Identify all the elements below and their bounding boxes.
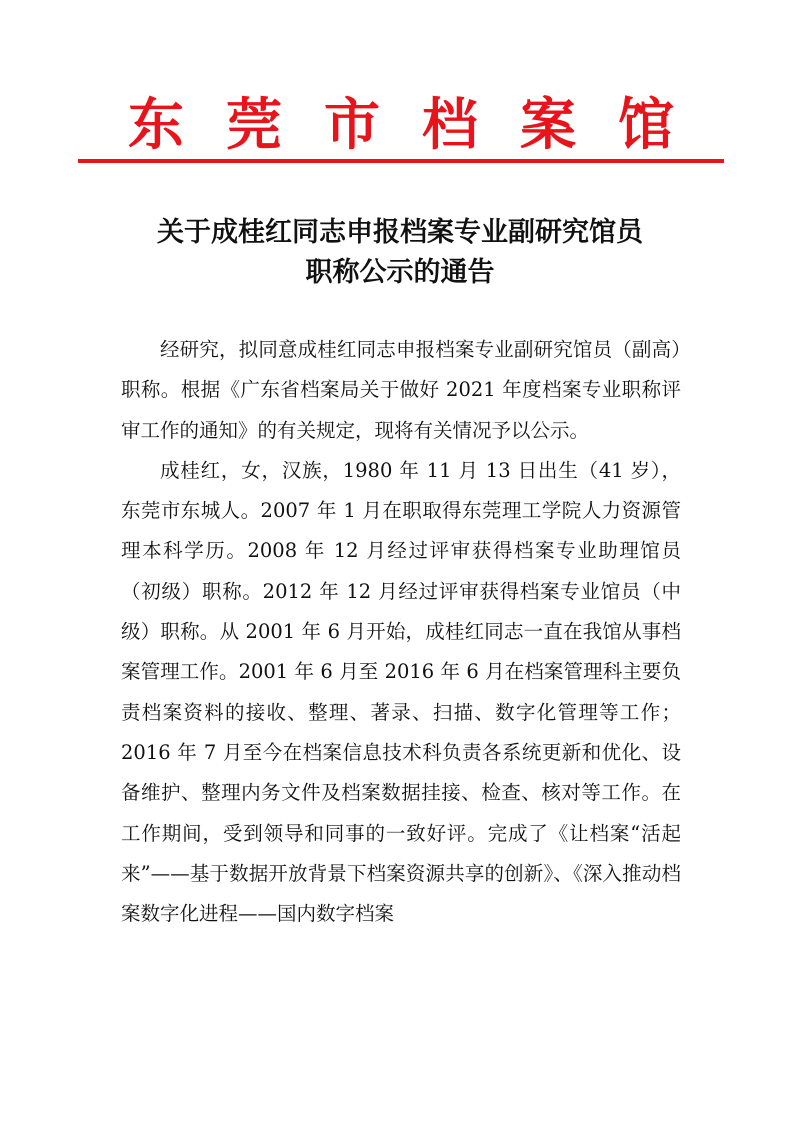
notice-title-line-1: 关于成桂红同志申报档案专业副研究馆员 [157, 217, 643, 248]
notice-title-line-2: 职称公示的通告 [305, 257, 495, 288]
letterhead-char: 市 [324, 92, 380, 158]
letterhead-char: 莞 [226, 92, 282, 158]
notice-body [121, 330, 681, 934]
letterhead-red-rule [78, 159, 724, 163]
body-paragraph-1: 经研究，拟同意成桂红同志申报档案专业副研究馆员（副高）职称。根据《广东省档案局关于做好 2021 年度档案专业职称评审工作的通知》的有关规定，现将有关情况予以公示。 [121, 338, 681, 442]
letterhead-title [78, 92, 724, 158]
letterhead-char: 案 [520, 92, 576, 158]
body-paragraph-2: 成桂红，女，汉族，1980 年 11 月 13 日出生（41 岁），东莞市东城人。2007 年 1 月在职取得东莞理工学院人力资源管理本科学历。2008 年 12 月经过评审获得档案专业助理馆员（初级）职称。2012 年 12 月经过评审获得档案专业馆员（中级）职称。从 2001 年 6 月开始，成桂红同志一直在我馆从事档案管理工作。2001 年 6 月至 2016 年 6 月在档案管理科主要负责档案资料的接收、整理、著录、扫描、数字化管理等工作；2016 年 7 月至今在档案信息技术科负责各系统更新和优化、设备维护、整理内务文件及档案数据挂接、检查、核对等工作。在工作期间，受到领导和同事的一致好评。完成了《让档案“活起来”——基于数据开放背景下档案资源共享的创新》、《深入推动档案数字化进程——国内数字档案 [121, 458, 681, 926]
letterhead-char: 档 [422, 92, 478, 158]
letterhead-char: 馆 [618, 92, 674, 158]
letterhead-char: 东 [128, 92, 184, 158]
